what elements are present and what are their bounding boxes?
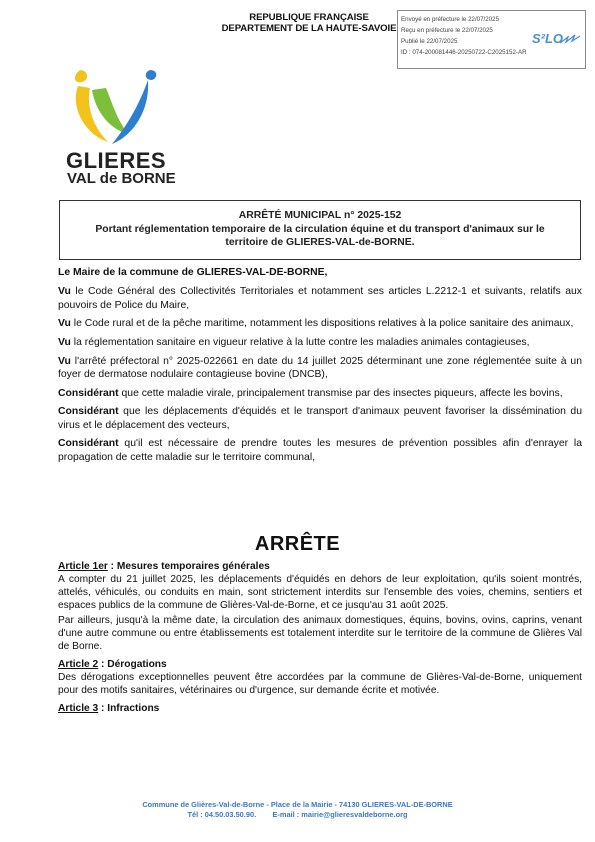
article-3 [58, 702, 582, 715]
footer-address: Commune de Glières-Val-de-Borne - Place de la Mairie - 74130 GLIERES-VAL-DE-BORNE [142, 800, 453, 809]
preamble-lead: Vu [58, 355, 71, 367]
preamble-text: le Code Général des Collectivités Territoriales et notamment ses articles L.2212-1 et suivants, relatifs aux pouvoirs de Police du Maire, [58, 286, 582, 311]
prefecture-stamp [397, 10, 586, 69]
preamble-text: que cette maladie virale, principalement transmise par des insectes piqueurs, affecte les bovins, [118, 387, 563, 399]
article-heading [58, 560, 582, 573]
preamble [58, 266, 582, 469]
decree-subject: Portant réglementation temporaire de la circulation équine et du transport d'animaux sur le territoire de GLIERES-VAL-de-BORNE. [95, 224, 545, 248]
articles [58, 560, 582, 720]
article-1 [58, 560, 582, 653]
slo-wing-icon [559, 33, 581, 45]
preamble-text: le Code rural et de la pêche maritime, notamment les dispositions relatives à la police sanitaire des animaux, [70, 318, 574, 330]
preamble-lead: Considérant [58, 406, 119, 418]
department-line: DEPARTEMENT DE LA HAUTE-SAVOIE [221, 23, 397, 34]
decree-number: ARRÊTÉ MUNICIPAL n° 2025-152 [238, 210, 402, 221]
preamble-item [58, 336, 582, 349]
preamble-text: qu'il est nécessaire de prendre toutes les mesures de prévention possibles afin d'enrayer la propagation de cette maladie sur le territoire communal, [58, 438, 582, 463]
article-label: Article 3 [58, 703, 99, 714]
stamp-published: Publié le 22/07/2025 [401, 38, 458, 45]
preamble-item [58, 285, 582, 312]
decree-title-box [59, 200, 581, 260]
preamble-lead: Considérant [58, 387, 119, 399]
preamble-lead: Vu [58, 318, 71, 330]
preamble-lead: Considérant [58, 438, 119, 450]
article-paragraph: Des dérogations exceptionnelles peuvent être accordées par la commune de Glières-Val-de-Borne, uniquement pour des motifs sanitaires, vétérinaires ou d'urgence, sur demande écrite et motivée. [58, 672, 582, 696]
preamble-lead: Vu [58, 337, 71, 348]
stamp-received: Reçu en préfecture le 22/07/2025 [401, 27, 493, 34]
article-title: : Mesures temporaires générales [107, 561, 270, 572]
logo-subtitle: VAL de BORNE [67, 170, 176, 187]
stamp-sent: Envoyé en préfecture le 22/07/2025 [401, 16, 500, 23]
article-heading [58, 702, 582, 715]
footer-contact: Tél : 04.50.03.50.90. E-mail : mairie@glieresvaldeborne.org [187, 810, 408, 819]
article-label: Article 2 [58, 659, 99, 670]
article-title: : Infractions [98, 703, 160, 714]
preamble-lead: Vu [58, 286, 71, 298]
stamp-id: ID : 074-200081446-20250722-C2025152-AR [401, 49, 527, 56]
preamble-item [58, 355, 582, 382]
article-paragraph: A compter du 21 juillet 2025, les déplacements d'équidés en dehors de leur exploitation, qu'ils soient montrés, attelés, véhiculés, ou conduits en main, sont strictement interdits sur l'ensemble des voies, chemins, sentiers et espaces publics de la commune de Glières-Val-de-Borne, et ce jusqu'au 31 août 2025. [58, 574, 582, 611]
preamble-item [58, 317, 582, 330]
article-title: : Dérogations [98, 659, 167, 670]
article-2 [58, 658, 582, 697]
article-paragraph: Par ailleurs, jusqu'à la même date, la circulation des animaux domestiques, équins, bovins, ovins, caprins, venant d'une autre commune ou entre établissements est totalement interdite sur le territoire de la commune de Glières Val de Borne. [58, 615, 582, 652]
article-heading [58, 658, 582, 671]
preamble-item [58, 437, 582, 464]
preamble-text: l'arrêté préfectoral n° 2025-022661 en date du 14 juillet 2025 déterminant une zone réglementée suite à un foyer de dermatose nodulaire contagieuse bovine (DNCB), [58, 355, 582, 380]
republic-line: REPUBLIQUE FRANÇAISE [249, 12, 369, 23]
republic-header [214, 12, 404, 34]
slo-logo-text: S²LO [531, 31, 563, 46]
preamble-item [58, 405, 582, 432]
logo-word: GLIERES [66, 148, 167, 173]
preamble-text: que les déplacements d'équidés et le transport d'animaux peuvent favoriser la dissémination du virus et le déplacement des vecteurs, [58, 406, 582, 431]
preamble-item [58, 387, 582, 400]
maire-line: Le Maire de la commune de GLIERES-VAL-DE-BORNE, [58, 267, 328, 278]
page-footer [0, 800, 595, 820]
arrete-heading: ARRÊTE [254, 533, 341, 555]
article-label: Article 1er [58, 561, 108, 572]
preamble-text: la réglementation sanitaire en vigueur relative à la lutte contre les maladies animales contagieuses, [70, 337, 530, 348]
